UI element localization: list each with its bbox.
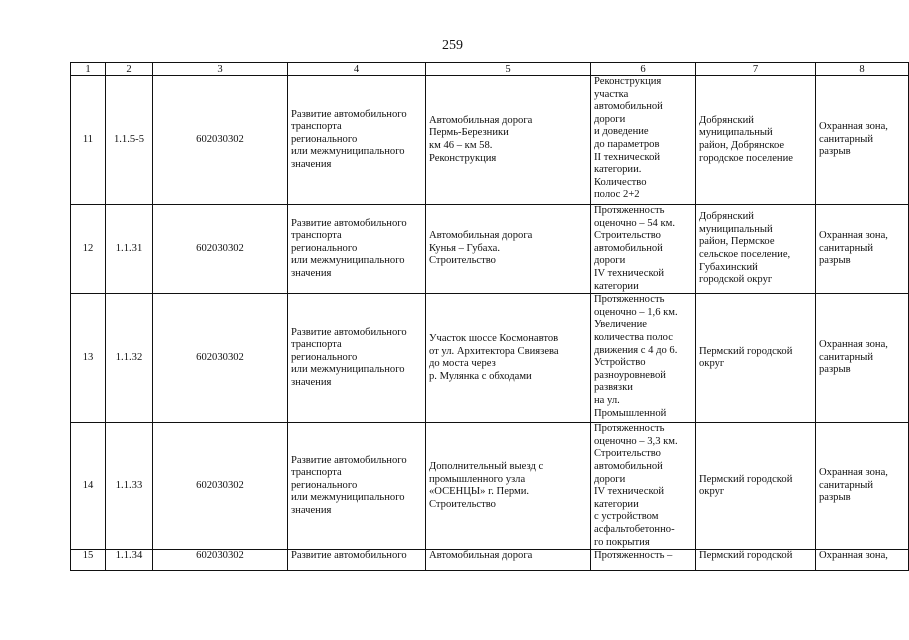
row-characteristics: Протяженность – <box>591 550 696 571</box>
column-header-5: 5 <box>426 63 591 76</box>
table-row <box>71 423 909 550</box>
row-characteristics: Протяженность оценочно – 1,6 км. Увеличение количества полос движения с 4 до 6. Устройство разноуровневой развязки на ул. Промышленной <box>591 294 696 423</box>
row-characteristics: Протяженность оценочно – 3,3 км. Строительство автомобильной дороги IV технической категории с устройством асфальтобетонно- го покрытия <box>591 423 696 550</box>
row-purpose: Развитие автомобильного транспорта регионального или межмуниципального значения <box>288 294 426 423</box>
table-container <box>70 62 888 640</box>
column-header-2: 2 <box>106 63 153 76</box>
row-number: 11 <box>71 76 106 205</box>
row-object: Автомобильная дорога <box>426 550 591 571</box>
row-purpose: Развитие автомобильного транспорта регионального или межмуниципального значения <box>288 76 426 205</box>
row-code: 1.1.33 <box>106 423 153 550</box>
row-kbk: 602030302 <box>153 76 288 205</box>
column-header-6: 6 <box>591 63 696 76</box>
row-code: 1.1.34 <box>106 550 153 571</box>
row-purpose: Развитие автомобильного <box>288 550 426 571</box>
row-kbk: 602030302 <box>153 423 288 550</box>
column-header-4: 4 <box>288 63 426 76</box>
row-zone: Охранная зона, санитарный разрыв <box>816 205 909 294</box>
row-object: Участок шоссе Космонавтов от ул. Архитектора Свиязева до моста через р. Мулянка с обходами <box>426 294 591 423</box>
row-characteristics: Протяженность оценочно – 54 км. Строительство автомобильной дороги IV технической категории <box>591 205 696 294</box>
column-header-8: 8 <box>816 63 909 76</box>
row-location: Пермский городской <box>696 550 816 571</box>
row-kbk: 602030302 <box>153 205 288 294</box>
row-characteristics: Реконструкция участка автомобильной дороги и доведение до параметров II технической категории. Количество полос 2+2 <box>591 76 696 205</box>
row-code: 1.1.31 <box>106 205 153 294</box>
row-zone: Охранная зона, <box>816 550 909 571</box>
column-header-1: 1 <box>71 63 106 76</box>
row-code: 1.1.32 <box>106 294 153 423</box>
row-purpose: Развитие автомобильного транспорта регионального или межмуниципального значения <box>288 205 426 294</box>
row-object: Автомобильная дорога Пермь-Березники км 46 – км 58. Реконструкция <box>426 76 591 205</box>
row-kbk: 602030302 <box>153 294 288 423</box>
table-row <box>71 550 909 571</box>
row-number: 15 <box>71 550 106 571</box>
row-number: 13 <box>71 294 106 423</box>
row-zone: Охранная зона, санитарный разрыв <box>816 423 909 550</box>
table-row <box>71 76 909 205</box>
row-code: 1.1.5-5 <box>106 76 153 205</box>
column-header-3: 3 <box>153 63 288 76</box>
data-table <box>70 62 909 571</box>
row-number: 14 <box>71 423 106 550</box>
column-header-7: 7 <box>696 63 816 76</box>
row-kbk: 602030302 <box>153 550 288 571</box>
header-row <box>71 63 909 76</box>
row-location: Добрянский муниципальный район, Пермское сельское поселение, Губахинский городской округ <box>696 205 816 294</box>
row-purpose: Развитие автомобильного транспорта регионального или межмуниципального значения <box>288 423 426 550</box>
row-object: Дополнительный выезд с промышленного узла «ОСЕНЦЫ» г. Перми. Строительство <box>426 423 591 550</box>
table-row <box>71 294 909 423</box>
row-location: Добрянский муниципальный район, Добрянское городское поселение <box>696 76 816 205</box>
row-zone: Охранная зона, санитарный разрыв <box>816 76 909 205</box>
row-zone: Охранная зона, санитарный разрыв <box>816 294 909 423</box>
row-location: Пермский городской округ <box>696 423 816 550</box>
row-object: Автомобильная дорога Кунья – Губаха. Строительство <box>426 205 591 294</box>
table-row <box>71 205 909 294</box>
row-number: 12 <box>71 205 106 294</box>
page-number: 259 <box>442 38 463 53</box>
row-location: Пермский городской округ <box>696 294 816 423</box>
